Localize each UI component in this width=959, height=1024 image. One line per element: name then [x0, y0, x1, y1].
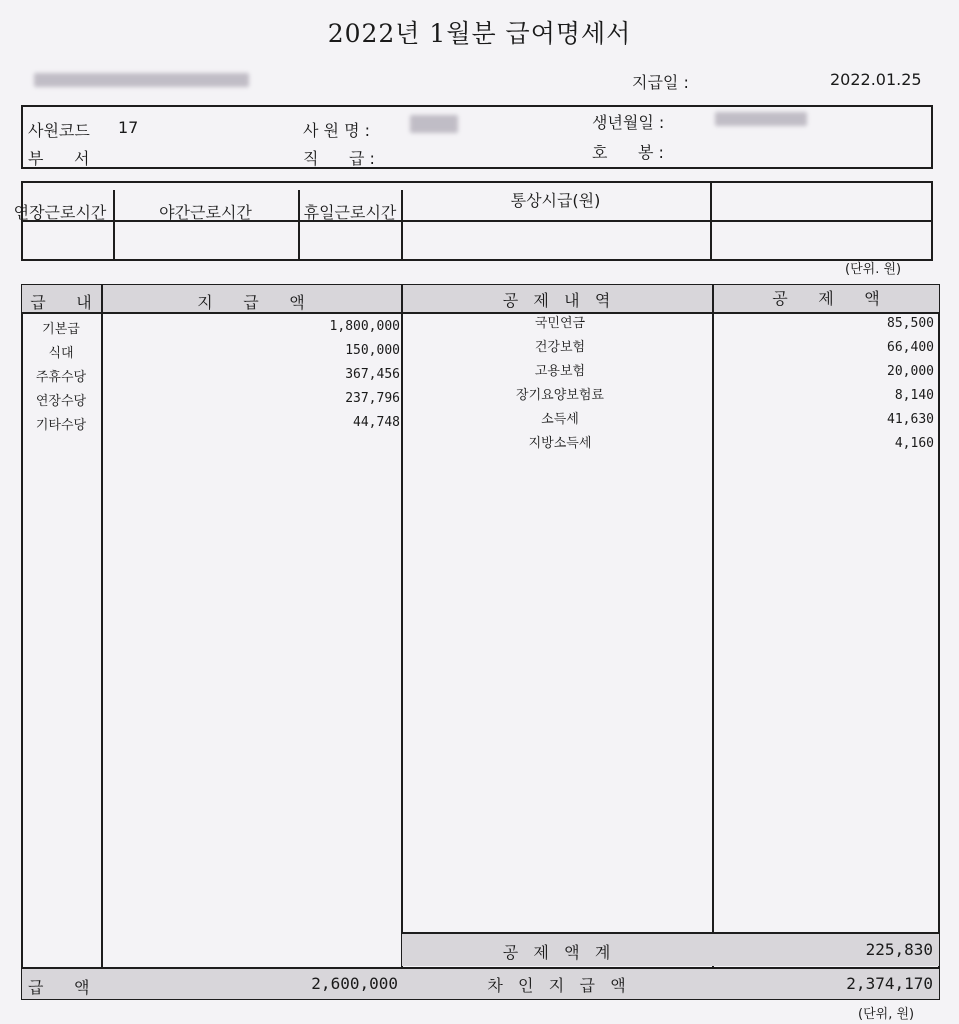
unit-note-top: (단위. 원) [845, 262, 902, 277]
employee-code-value: 17 [118, 118, 139, 137]
list-item: 주휴수당 [35, 370, 87, 385]
employee-name-redacted [410, 115, 458, 133]
list-item: 44,748 [353, 415, 400, 430]
list-item: 식대 [48, 346, 74, 361]
net-pay-value: 2,374,170 [846, 974, 933, 993]
list-item: 367,456 [345, 367, 400, 382]
position-label: 직 급 : [303, 149, 375, 168]
deductions-amount-header: 공 제 액 [772, 289, 880, 308]
list-item: 4,160 [894, 436, 934, 451]
list-item: 장기요양보험료 [516, 388, 604, 403]
earnings-item-header: 급 내 [30, 293, 92, 312]
document-title: 2022년 1월분 급여명세서 [327, 19, 632, 48]
deductions-amount-list [720, 312, 934, 456]
pay-date-value: 2022.01.25 [830, 70, 922, 89]
list-item: 건강보험 [534, 340, 586, 355]
list-item: 연장수당 [35, 394, 87, 409]
company-redacted [34, 73, 249, 87]
deduction-total-value: 225,830 [865, 940, 933, 959]
birth-date-label: 생년월일 : [592, 113, 665, 132]
list-item: 41,630 [887, 412, 934, 427]
list-item: 1,800,000 [329, 319, 400, 334]
list-item: 85,500 [887, 316, 934, 331]
overtime-hours-header: 연장근로시간 [13, 203, 107, 222]
list-item: 기타수당 [35, 418, 87, 433]
earnings-amount-list [110, 315, 400, 435]
employee-name-label: 사 원 명 : [303, 121, 371, 140]
grade-label: 호 봉 : [592, 143, 664, 162]
deductions-item-header: 공 제 내 역 [502, 291, 611, 310]
list-item: 66,400 [887, 340, 934, 355]
list-item: 지방소득세 [528, 436, 592, 451]
list-item: 237,796 [345, 391, 400, 406]
list-item: 국민연금 [534, 316, 586, 331]
gross-pay-value: 2,600,000 [311, 974, 398, 993]
hourly-wage-header: 통상시급(원) [510, 191, 601, 210]
pay-date-label: 지급일 : [632, 73, 689, 92]
deduction-total-label: 공 제 액 계 [502, 943, 611, 962]
net-pay-label: 차 인 지 급 액 [487, 976, 626, 995]
gross-pay-label: 급 액 [28, 978, 90, 997]
night-hours-header: 야간근로시간 [159, 203, 252, 222]
list-item: 기본급 [42, 322, 80, 337]
list-item: 150,000 [345, 343, 400, 358]
holiday-hours-header: 휴일근로시간 [303, 203, 397, 222]
employee-code-label: 사원코드 [28, 121, 90, 140]
list-item: 20,000 [887, 364, 934, 379]
deductions-item-list [470, 312, 650, 456]
earnings-amount-header: 지 급 액 [197, 293, 305, 312]
unit-note-bottom: (단위, 원) [858, 1007, 915, 1022]
department-label: 부 서 [28, 149, 90, 168]
birth-date-redacted [715, 112, 807, 126]
list-item: 8,140 [894, 388, 934, 403]
list-item: 고용보험 [534, 364, 586, 379]
earnings-item-list [21, 318, 101, 438]
list-item: 소득세 [541, 412, 579, 427]
